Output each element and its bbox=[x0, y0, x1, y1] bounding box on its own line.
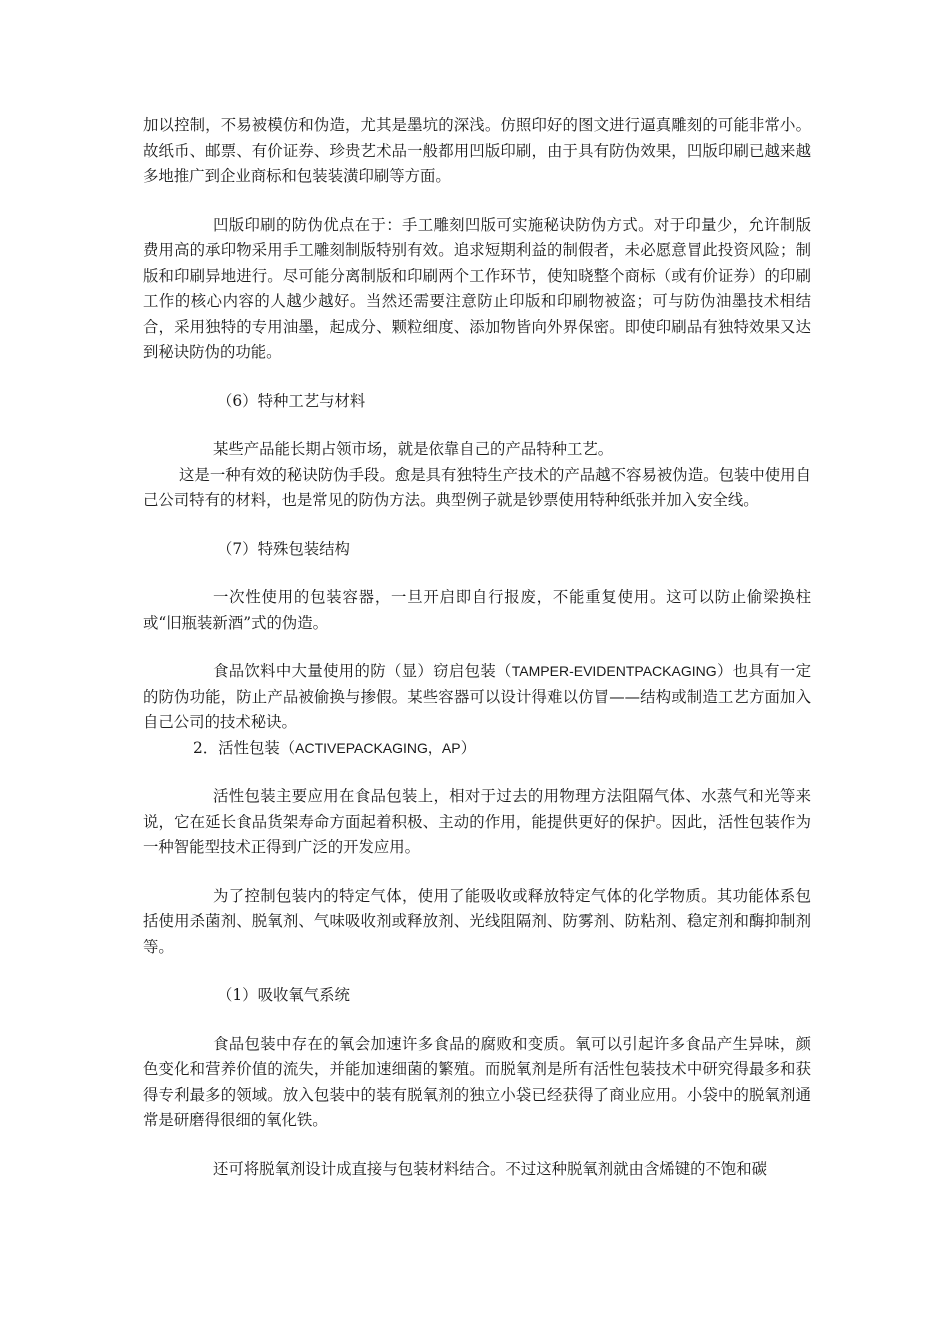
heading-active-packaging bbox=[143, 736, 811, 762]
tamper-text-b: ）也具有一定的防伪功能，防止产品被偷换与掺假。某些容器可以设计得难以仿冒——结构或制造工艺方面加入自己公司的技术秘诀。 bbox=[143, 662, 811, 731]
paragraph-special-process: 某些产品能长期占领市场，就是依靠自己的产品特种工艺。 bbox=[213, 440, 614, 458]
paragraph-single-use-container: 一次性使用的包装容器，一旦开启即自行报废，不能重复使用。这可以防止偷梁换柱或“旧瓶装新酒”式的伪造。 bbox=[143, 588, 811, 632]
paragraph-intaglio-advantages: 凹版印刷的防伪优点在于：手工雕刻凹版可实施秘诀防伪方式。对于印量少，允许制版费用高的承印物采用手工雕刻制版特别有效。追求短期利益的制假者，未必愿意冒此投资风险；制版和印刷异地进行。尽可能分离制版和印刷两个工作环节，使知晓整个商标（或有价证券）的印刷工作的核心内容的人越少越好。当然还需要注意防止印版和印刷物被盗；可与防伪油墨技术相结合，采用独特的专用油墨，起成分、颗粒细度、添加物皆向外界保密。即使印刷品有独特效果又达到秘诀防伪的功能。 bbox=[143, 215, 811, 361]
active-heading-b: ） bbox=[460, 738, 476, 757]
heading-oxygen-absorption: （1）吸收氧气系统 bbox=[217, 986, 350, 1004]
tamper-term: TAMPER-EVIDENTPACKAGING bbox=[511, 663, 717, 679]
active-heading-a: 2．活性包装（ bbox=[193, 738, 296, 757]
document-page bbox=[143, 113, 811, 1182]
paragraph-tamper-evident bbox=[143, 659, 811, 736]
heading-special-structure: （7）特殊包装结构 bbox=[217, 539, 350, 558]
heading-special-process: （6）特种工艺与材料 bbox=[217, 391, 366, 410]
paragraph-oxygen-absorbers: 食品包装中存在的氧会加速许多食品的腐败和变质。氧可以引起许多食品产生异味，颜色变化和营养价值的流失，并能加速细菌的繁殖。而脱氧剂是所有活性包装技术中研究得最多和获得专利最多的领域。放入包装中的装有脱氧剂的独立小袋已经获得了商业应用。小袋中的脱氧剂通常是研磨得很细的氧化铁。 bbox=[143, 1034, 811, 1129]
tamper-text-a: 食品饮料中大量使用的防（显）窃启包装（ bbox=[213, 662, 512, 680]
paragraph-intaglio-control: 加以控制，不易被模仿和伪造，尤其是墨坑的深浅。仿照印好的图文进行逼真雕刻的可能非常小。故纸币、邮票、有价证券、珍贵艺术品一般都用凹版印刷，由于具有防伪效果，凹版印刷已越来越多地推广到企业商标和包装装潢印刷等方面。 bbox=[143, 116, 811, 185]
paragraph-gas-control: 为了控制包装内的特定气体，使用了能吸收或释放特定气体的化学物质。其功能体系包括使用杀菌剂、脱氧剂、气味吸收剂或释放剂、光线阻隔剂、防雾剂、防粘剂、稳定剂和酶抑制剂等。 bbox=[143, 886, 811, 956]
paragraph-deoxidizer-material: 还可将脱氧剂设计成直接与包装材料结合。不过这种脱氧剂就由含烯键的不饱和碳 bbox=[213, 1159, 768, 1178]
paragraph-active-packaging: 活性包装主要应用在食品包装上，相对于过去的用物理方法阻隔气体、水蒸气和光等来说，它在延长食品货架寿命方面起着积极、主动的作用，能提供更好的保护。因此，活性包装作为一种智能型技术正得到广泛的开发应用。 bbox=[143, 787, 811, 856]
active-heading-term: ACTIVEPACKAGING，AP bbox=[295, 739, 461, 756]
paragraph-secret-method: 这是一种有效的秘诀防伪手段。愈是具有独特生产技术的产品越不容易被伪造。包装中使用自己公司特有的材料，也是常见的防伪方法。典型例子就是钞票使用特种纸张并加入安全线。 bbox=[143, 465, 811, 509]
